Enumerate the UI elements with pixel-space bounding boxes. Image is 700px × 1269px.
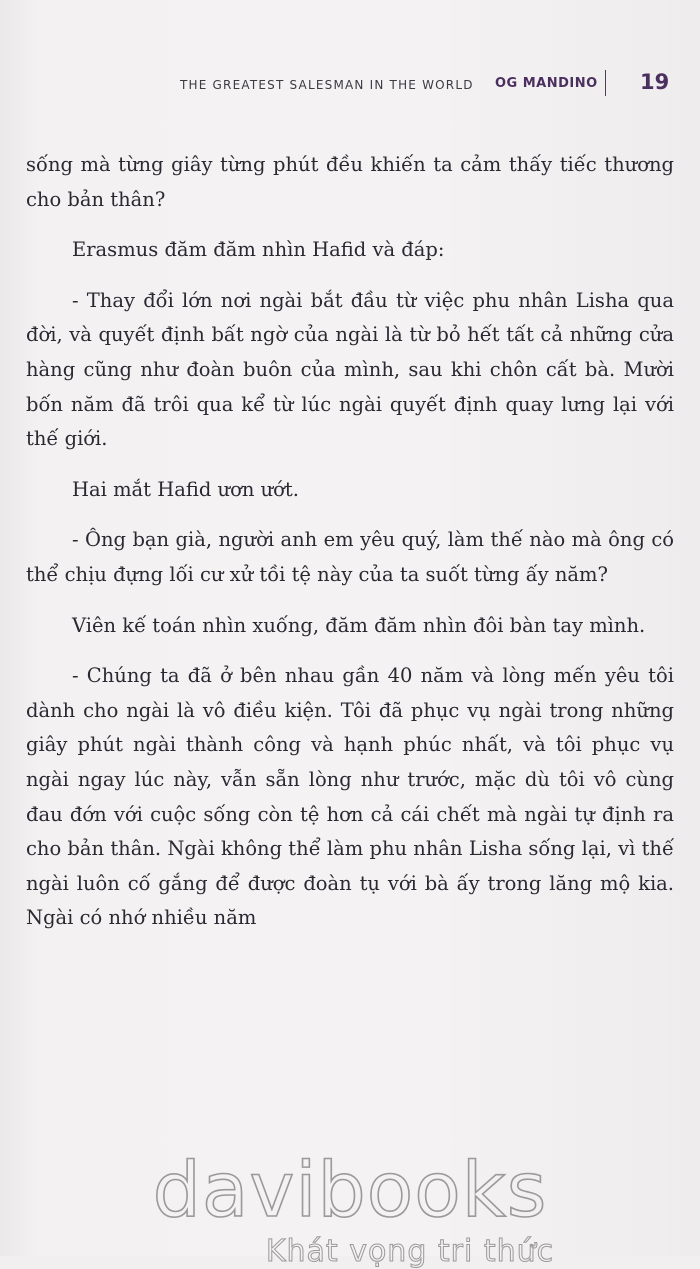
- watermark-logo: [0, 1145, 700, 1269]
- body-text: [26, 148, 674, 936]
- paragraph: Viên kế toán nhìn xuống, đăm đăm nhìn đôi bàn tay mình.: [72, 613, 646, 637]
- watermark-name: davibooks: [152, 1145, 548, 1234]
- paragraph-dialogue: - Thay đổi lớn nơi ngài bắt đầu từ việc phu nhân Lisha qua đời, và quyết định bất ngờ của ngài là từ bỏ hết tất cả những cửa hàng cũng như đoàn buôn của mình, sau khi chôn cất bà. Mười bốn năm đã trôi qua kể từ lúc ngài quyết định quay lưng lại với thế giới.: [26, 288, 674, 451]
- page-number: 19: [640, 70, 670, 94]
- paragraph-continuation: sống mà từng giây từng phút đều khiến ta cảm thấy tiếc thương cho bản thân?: [26, 153, 674, 211]
- author-name: OG MANDINO: [495, 76, 598, 91]
- header-divider: [605, 70, 606, 96]
- paragraph-dialogue: - Ông bạn già, người anh em yêu quý, làm thế nào mà ông có thể chịu đựng lối cư xử tồi tệ này của ta suốt từng ấy năm?: [26, 528, 674, 586]
- running-header: [0, 70, 700, 96]
- book-title: THE GREATEST SALESMAN IN THE WORLD: [180, 78, 474, 92]
- paragraph: Erasmus đăm đăm nhìn Hafid và đáp:: [72, 238, 445, 262]
- paragraph: Hai mắt Hafid ươn ướt.: [72, 477, 299, 501]
- watermark-tagline: Khát vọng tri thức: [265, 1234, 555, 1269]
- paragraph-dialogue: - Chúng ta đã ở bên nhau gần 40 năm và lòng mến yêu tôi dành cho ngài là vô điều kiện. Tôi đã phục vụ ngài trong những giây phút ngài thành công và hạnh phúc nhất, và tôi phục vụ ngài ngay lúc này, vẫn sẵn lòng như trước, mặc dù tôi vô cùng đau đớn với cuộc sống còn tệ hơn cả cái chết mà ngài tự định ra cho bản thân. Ngài không thể làm phu nhân Lisha sống lại, vì thế ngài luôn cố gắng để được đoàn tụ với bà ấy trong lăng mộ kia. Ngài có nhớ nhiều năm: [26, 664, 674, 930]
